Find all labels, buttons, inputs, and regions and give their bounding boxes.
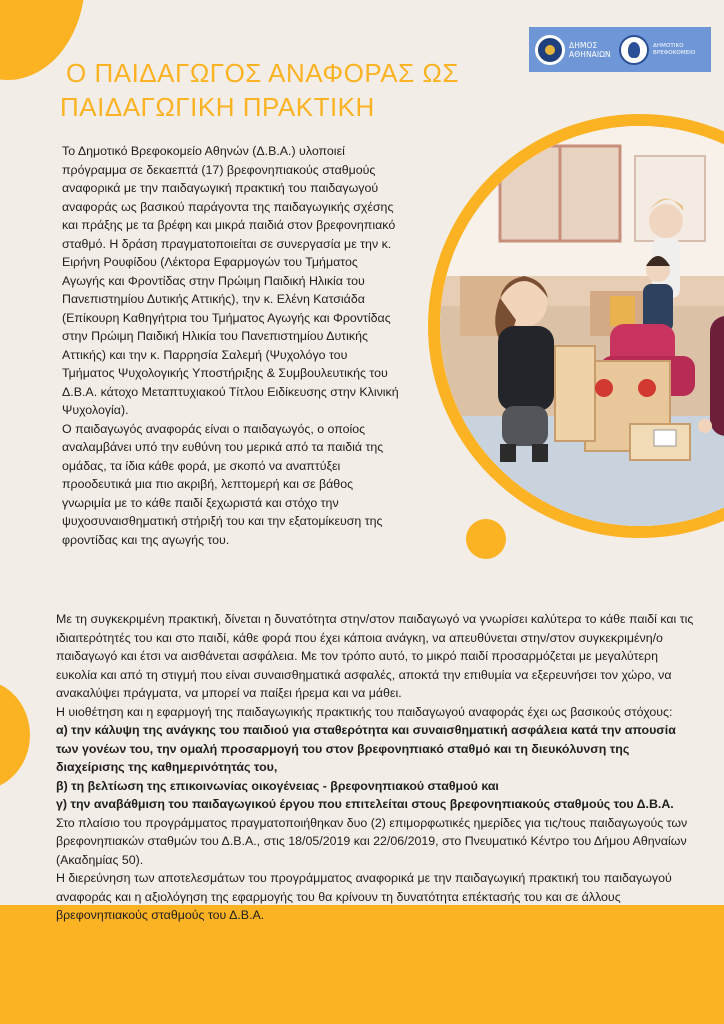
decorative-circle-left <box>0 680 30 790</box>
photo-frame <box>428 114 724 538</box>
page-title <box>60 56 459 124</box>
intro-paragraph-1: Το Δημοτικό Βρεφοκομείο Αθηνών (Δ.Β.Α.) υλοποιεί πρόγραμμα σε δεκαεπτά (17) βρεφονηπιακούς σταθμούς αναφορικά με την παιδαγωγική πρακτική του παιδαγωγού αναφοράς ως βασικού παράγοντα της παιδαγωγικής σχέσης και πράξης με τα βρέφη και μικρά παιδιά στον βρεφονηπιακό σταθμό. Η δράση πραγματοποιείται σε συνεργασία με την κ. Ειρήνη Ρουφίδου (Λέκτορα Εφαρμογών του Τμήματος Αγωγής και Φροντίδας στην Πρώιμη Παιδική Ηλικία του Πανεπιστημίου Δυτικής Αττικής), την κ. Ελένη Κατσιάδα (Επίκουρη Καθηγήτρια του Τμήματος Αγωγής και Φροντίδας στην Πρώιμη Παιδική Ηλικία του Πανεπιστημίου Δυτικής Αττικής) και την κ. Παρρησία Σαλεμή (Ψυχολόγο του Τμήματος Ψυχολογικής Υποστήριξης & Συμβουλευτικής του Δ.Β.Α. κάτοχο Μεταπτυχιακού Τίτλου Ειδίκευσης στην Κλινική Ψυχολογία). <box>62 144 399 417</box>
decorative-dot <box>466 519 506 559</box>
classroom-photo <box>440 126 724 526</box>
body-text <box>56 610 696 925</box>
goal-c: γ) την αναβάθμιση του παιδαγωγικού έργου που επιτελείται στους βρεφονηπιακούς σταθμούς του Δ.Β.Α. <box>56 797 674 811</box>
infant-emblem-icon <box>619 35 649 65</box>
body-paragraph-1: Με τη συγκεκριμένη πρακτική, δίνεται η δυνατότητα στην/στον παιδαγωγό να γνωρίσει καλύτερα το κάθε παιδί και τις ιδιαιτερότητές του και στο παιδί, κάθε φορά που έχει κάποια ανάγκη, να απευθύνεται στην/στον συγκεκριμένη/ο παιδαγωγό και έτσι να αισθάνεται ασφάλεια. Με τον τρόπο αυτό, το μικρό παιδί προσαρμόζεται με μεγαλύτερη ευκολία και από τη στιγμή που είναι συναισθηματικά ασφαλές, αποκτά την επιθυμία να εξερευνήσει τον χώρο, να ανακαλύψει πράγματα, να μπορεί να παίξει ήρεμα και να μάθει. <box>56 612 694 700</box>
goal-b: β) τη βελτίωση της επικοινωνίας οικογένειας - βρεφονηπιακού σταθμού και <box>56 778 499 793</box>
body-paragraph-2: Η υιοθέτηση και η εφαρμογή της παιδαγωγικής πρακτικής του παιδαγωγού αναφοράς έχει ως βασικούς στόχους: <box>56 704 673 719</box>
athens-seal-icon <box>535 35 565 65</box>
title-line-2: ΠΑΙΔΑΓΩΓΙΚΗ ΠΡΑΚΤΙΚΗ <box>60 92 375 122</box>
body-paragraph-3: Στο πλαίσιο του προγράμματος πραγματοποιήθηκαν δυο (2) επιμορφωτικές ημερίδες για τις/τους παιδαγωγούς των βρεφονηπιακών σταθμών του Δ.Β.Α., στις 18/05/2019 και 22/06/2019, στο Πνευματικό Κέντρο του Δήμου Αθηναίων (Ακαδημίας 50). <box>56 815 688 867</box>
logo1-label: ΔΗΜΟΣ ΑΘΗΝΑΙΩΝ <box>569 40 611 59</box>
title-line-1: Ο ΠΑΙΔΑΓΩΓΟΣ ΑΝΑΦΟΡΑΣ ΩΣ <box>66 58 459 88</box>
logo2-label: ΔΗΜΟΤΙΚΟ ΒΡΕΦΟΚΟΜΕΙΟ <box>653 42 696 56</box>
intro-text <box>62 142 402 549</box>
logo-box <box>529 27 711 72</box>
intro-paragraph-2: Ο παιδαγωγός αναφοράς είναι ο παιδαγωγός, ο οποίος αναλαμβάνει υπό την ευθύνη του μερικά από τα παιδιά της ομάδας, τα ίδια κάθε φορά, με σκοπό να αναπτύξει προοδευτικά μια πιο ακριβή, λεπτομερή και σε βάθος γνωριμία με το κάθε παιδί ξεχωριστά και στόχο την ψυχοσυναισθηματική στήριξή του και την εξατομίκευση της φροντίδας και της αγωγής του. <box>62 421 384 547</box>
body-paragraph-4: Η διερεύνηση των αποτελεσμάτων του προγράμματος αναφορικά με την παιδαγωγική πρακτική του παιδαγωγού αναφοράς και η αξιολόγηση της εφαρμογής του θα κρίνουν τη δυνατότητα επέκτασής του και σε άλλους βρεφονηπιακούς σταθμούς του Δ.Β.Α. <box>56 871 672 922</box>
goal-a: α) την κάλυψη της ανάγκης του παιδιού για σταθερότητα και συναισθηματική ασφάλεια κατά την απουσία των γονέων του, την ομαλή προσαρμογή του στον βρεφονηπιακό σταθμό και τη διευκόλυνση της διαχείρισης της καθημερινότητάς του, <box>56 723 676 774</box>
